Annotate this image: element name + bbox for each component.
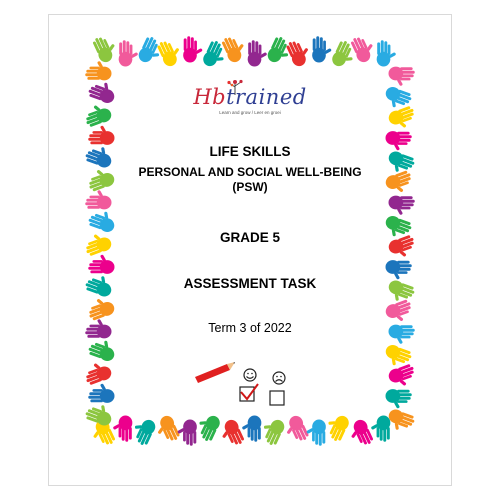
smiley-icon: [244, 369, 256, 381]
hand-print: [87, 207, 118, 234]
hand-print: [389, 67, 415, 87]
hand-print: [386, 389, 412, 409]
hand-print: [119, 40, 139, 66]
hand-print: [386, 131, 412, 151]
assessment-heading: ASSESSMENT TASK: [183, 276, 317, 291]
hand-print: [389, 325, 415, 345]
hand-print: [88, 254, 114, 274]
hand-print: [91, 32, 120, 64]
hand-print: [113, 416, 133, 442]
hand-print: [82, 359, 113, 386]
subject-title: LIFE SKILLS: [209, 144, 291, 159]
sad-face-icon: [273, 372, 285, 384]
empty-box-icon: [270, 391, 284, 405]
hand-print: [349, 32, 378, 64]
hand-print: [242, 416, 262, 442]
checklist-illustration: [195, 362, 295, 412]
hand-print: [387, 363, 418, 390]
hand-print: [217, 418, 246, 450]
logo-wordmark: Hbtrained: [193, 85, 307, 109]
hand-print: [87, 78, 118, 105]
hand-print: [371, 416, 391, 442]
hand-print: [156, 36, 185, 68]
hand-print: [248, 40, 268, 66]
hand-print: [84, 142, 115, 169]
hand-print: [387, 105, 418, 132]
logo-tagline: Learn and grow / Leer en groei: [219, 110, 281, 115]
hand-print: [387, 234, 418, 261]
hand-print: [82, 101, 113, 128]
hand-print: [386, 260, 412, 280]
term-label: Term 3 of 2022: [208, 321, 292, 335]
hand-print: [258, 415, 287, 447]
subtitle-line-2: (PSW): [232, 180, 268, 194]
hand-print: [85, 61, 111, 81]
hbtrained-logo: [190, 86, 310, 126]
hand-print: [193, 411, 222, 443]
hand-print: [84, 271, 115, 298]
hand-print: [183, 36, 203, 62]
hand-print: [377, 40, 397, 66]
hand-print: [285, 36, 314, 68]
hand-print: [281, 414, 310, 446]
hand-print: [384, 169, 415, 196]
hand-print: [389, 196, 415, 216]
hand-print: [129, 415, 158, 447]
hand-print: [152, 414, 181, 446]
hand-print: [85, 319, 111, 339]
hand-print: [322, 411, 351, 443]
hand-print: [82, 230, 113, 257]
checked-box-icon: [240, 384, 258, 401]
hand-print: [330, 39, 359, 71]
hand-print: [346, 418, 375, 450]
grade-heading: GRADE 5: [219, 230, 280, 245]
hand-print: [88, 383, 114, 403]
hand-print: [85, 165, 116, 192]
hand-print: [84, 400, 115, 427]
subtitle-line-1: PERSONAL AND SOCIAL WELL-BEING: [138, 165, 362, 179]
red-pencil-icon: [195, 362, 235, 383]
hand-print: [85, 190, 111, 210]
hand-print: [177, 420, 197, 446]
hand-print: [312, 36, 332, 62]
hand-print: [384, 298, 415, 325]
hand-print: [201, 39, 230, 71]
hand-print: [85, 294, 116, 321]
hand-print: [220, 32, 249, 64]
hand-print: [87, 336, 118, 363]
hand-print: [88, 125, 114, 145]
hand-print: [306, 420, 326, 446]
